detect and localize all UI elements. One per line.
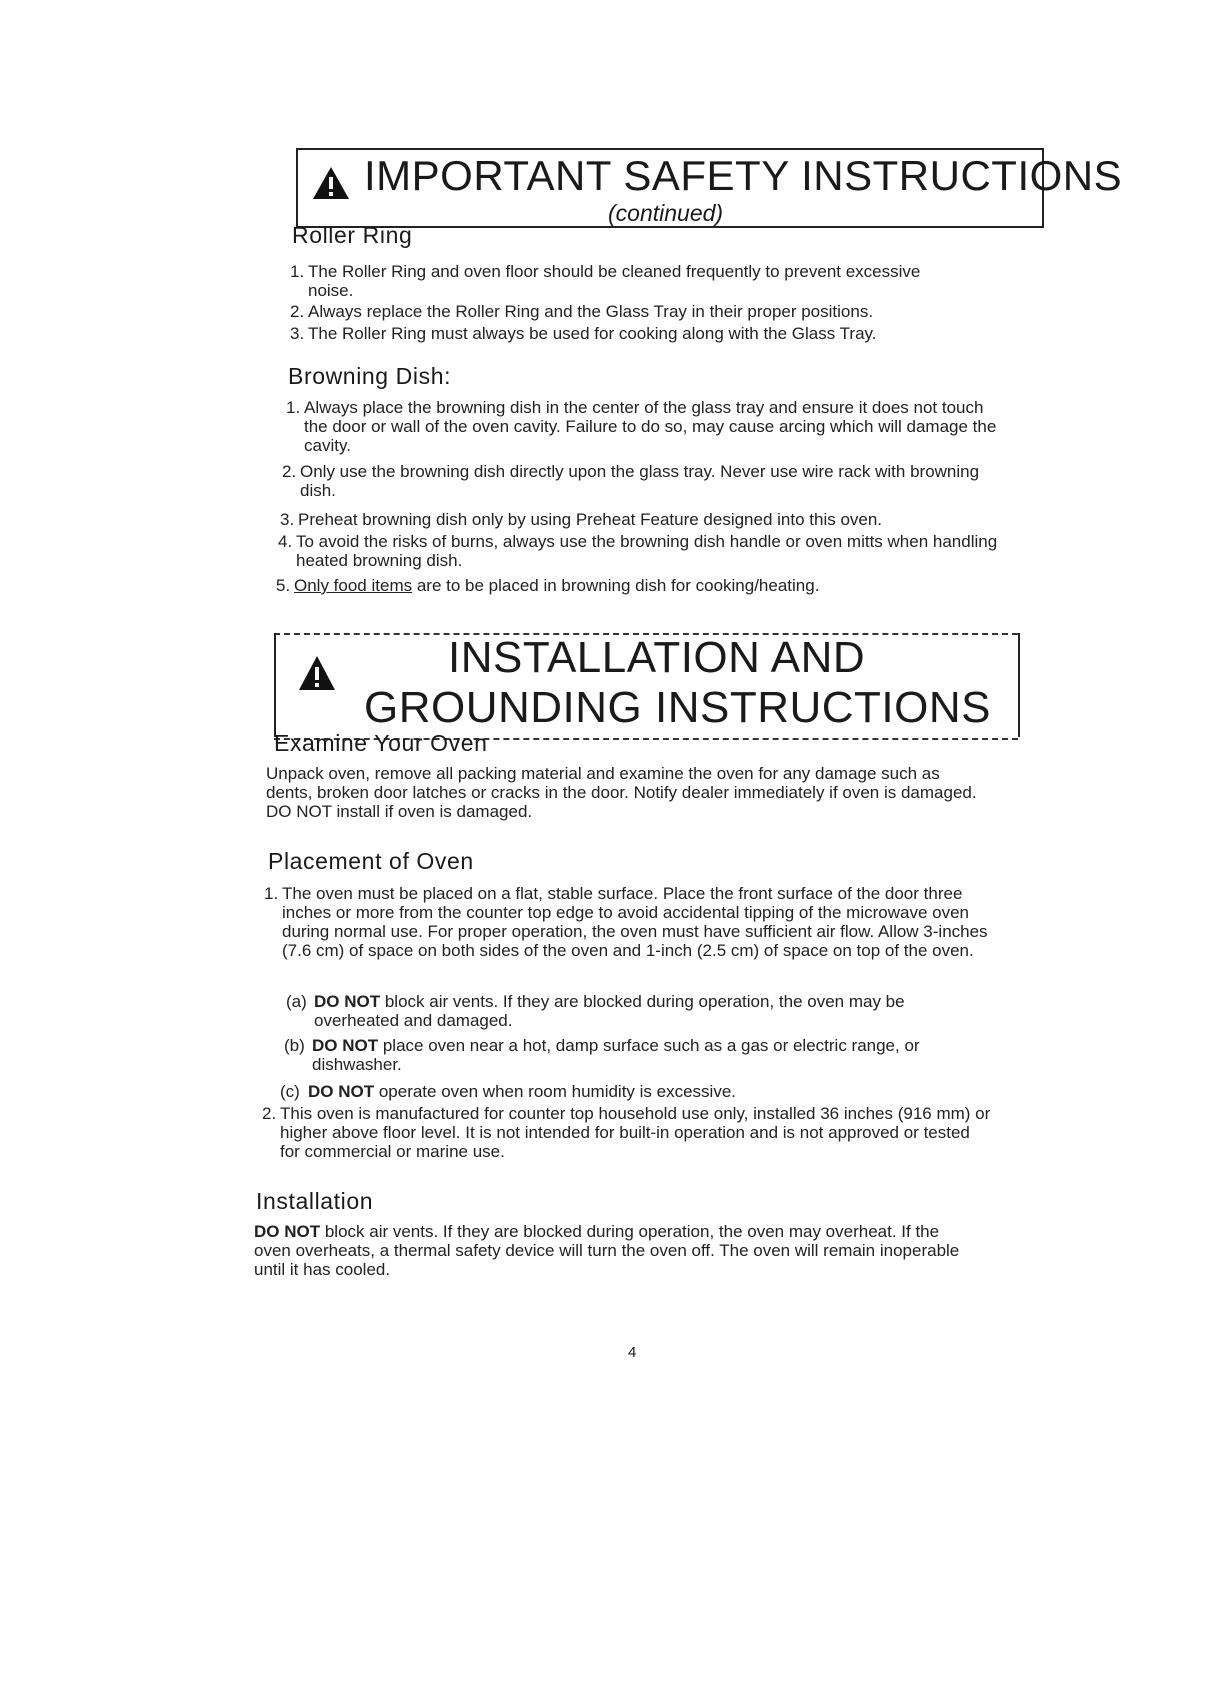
sub-item [280, 1082, 1000, 1101]
list-number: 1. [290, 262, 305, 281]
list-item [264, 884, 996, 960]
warning-triangle-icon [298, 655, 336, 691]
sub-item-label: (b) [284, 1036, 305, 1055]
list-item [282, 462, 1012, 500]
list-number: 4. [278, 532, 293, 551]
list-text: Preheat browning dish only by using Preheat Feature designed into this oven. [298, 510, 883, 529]
do-not-emphasis: DO NOT [308, 1082, 375, 1101]
examine-paragraph: Unpack oven, remove all packing material and examine the oven for any damage such as dents, broken door latches or cracks in the door. Notify dealer immediately if oven is damaged. DO NOT install if oven is damaged. [266, 764, 977, 821]
browning-dish-heading: Browning Dish: [288, 363, 452, 389]
sub-item-label: (a) [286, 992, 307, 1011]
roller-ring-heading: Roller Ring [292, 222, 413, 248]
list-text: The Roller Ring and oven floor should be cleaned frequently to prevent excessive noise. [308, 262, 921, 300]
list-number: 2. [282, 462, 297, 481]
installation-paragraph-rest: block air vents. If they are blocked during operation, the oven may overheat. If the oven overheats, a thermal safety device will turn the oven off. The oven will remain inoperable until it has cooled. [254, 1222, 960, 1279]
list-text: Always place the browning dish in the center of the glass tray and ensure it does not touch the door or wall of the oven cavity. Failure to do so, may cause arcing which will damage the cavity. [304, 398, 997, 455]
list-item [276, 576, 1016, 595]
installation-header-box [274, 633, 1020, 737]
list-text [294, 576, 1016, 595]
installation-heading: Installation [256, 1188, 374, 1214]
list-number: 2. [262, 1104, 277, 1123]
list-text-rest: are to be placed in browning dish for cooking/heating. [412, 576, 820, 595]
sub-item-text [312, 1036, 984, 1074]
installation-header-line2: GROUNDING INSTRUCTIONS [364, 683, 991, 732]
safety-header-box [296, 148, 1123, 228]
list-text: The Roller Ring must always be used for cooking along with the Glass Tray. [308, 324, 877, 343]
do-not-emphasis: DO NOT [254, 1222, 321, 1241]
list-item [290, 262, 970, 300]
placement-heading: Placement of Oven [268, 848, 474, 874]
list-item [278, 532, 998, 570]
underlined-phrase: Only food items [294, 576, 413, 595]
list-number: 2. [290, 302, 305, 321]
page-number: 4 [628, 1344, 637, 1361]
list-item [290, 302, 1010, 321]
list-text: To avoid the risks of burns, always use the browning dish handle or oven mitts when handling heated browning dish. [296, 532, 998, 570]
safety-header-title: IMPORTANT SAFETY INSTRUCTIONS [364, 152, 1123, 199]
installation-paragraph [254, 1222, 974, 1279]
sub-item-rest: block air vents. If they are blocked during operation, the oven may be overheated and damaged. [314, 992, 905, 1030]
list-number: 1. [286, 398, 301, 417]
installation-header-line1: INSTALLATION AND [448, 633, 866, 682]
safety-header-subtitle: (continued) [608, 200, 724, 226]
list-item [286, 398, 1006, 455]
list-item [290, 324, 1010, 343]
list-item [262, 1104, 994, 1161]
list-text: This oven is manufactured for counter top household use only, installed 36 inches (916 mm) or higher above floor level. It is not intended for built-in operation and is not approved or tested for commercial or marine use. [280, 1104, 991, 1161]
sub-item-rest: operate oven when room humidity is excessive. [374, 1082, 737, 1101]
do-not-emphasis: DO NOT [314, 992, 381, 1011]
sub-item-text [314, 992, 986, 1030]
list-item [280, 510, 1020, 529]
sub-item-rest: place oven near a hot, damp surface such as a gas or electric range, or dishwasher. [312, 1036, 920, 1074]
list-number: 5. [276, 576, 291, 595]
sub-item [286, 992, 986, 1030]
list-number: 3. [280, 510, 295, 529]
list-text: The oven must be placed on a flat, stable surface. Place the front surface of the door three inches or more from the counter top edge to avoid accidental tipping of the microwave oven during normal use. For proper operation, the oven must have sufficient air flow. Allow 3-inches (7.6 cm) of space on both sides of the oven and 1-inch (2.5 cm) of space on top of the oven. [282, 884, 988, 960]
warning-triangle-icon [312, 166, 350, 200]
sub-item [284, 1036, 984, 1074]
list-text: Only use the browning dish directly upon the glass tray. Never use wire rack with browning dish. [300, 462, 980, 500]
sub-item-label: (c) [280, 1082, 300, 1101]
do-not-emphasis: DO NOT [312, 1036, 379, 1055]
list-number: 3. [290, 324, 305, 343]
list-text: Always replace the Roller Ring and the Glass Tray in their proper positions. [308, 302, 874, 321]
examine-heading: Examine Your Oven [274, 730, 488, 756]
sub-item-text [308, 1082, 1000, 1101]
list-number: 1. [264, 884, 279, 903]
